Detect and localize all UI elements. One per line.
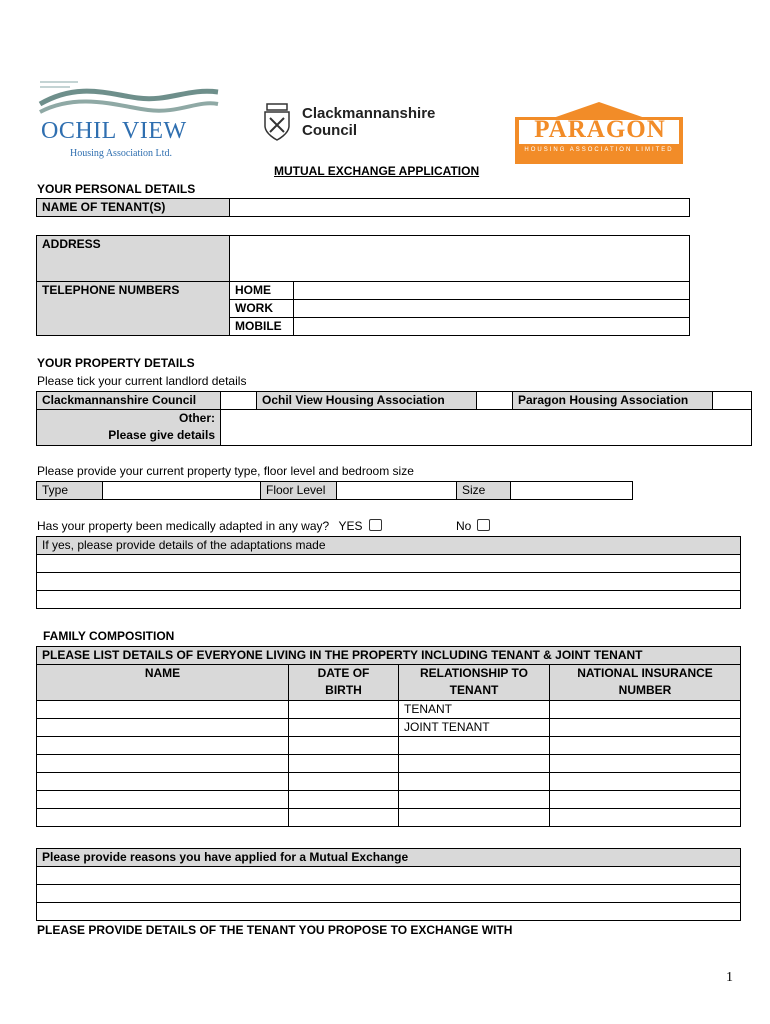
col-relationship xyxy=(399,665,550,701)
paragon-logo xyxy=(515,100,683,164)
no-option xyxy=(456,519,490,533)
other-details-text: Please give details xyxy=(108,428,215,442)
size-label: Size xyxy=(457,482,511,500)
floor-label: Floor Level xyxy=(261,482,337,500)
table-row xyxy=(37,809,741,827)
reasons-line[interactable] xyxy=(37,903,741,921)
address-label: ADDRESS xyxy=(37,236,230,282)
table-row xyxy=(37,701,741,719)
ochil-view-logo xyxy=(38,76,220,164)
landlord-ochil: Ochil View Housing Association xyxy=(257,392,477,410)
size-field[interactable] xyxy=(511,482,633,500)
adapted-question-text: Has your property been medically adapted in any way? xyxy=(37,519,330,533)
page-number: 1 xyxy=(726,970,733,985)
col-ni-line2: NUMBER xyxy=(618,683,672,697)
name-table xyxy=(36,198,690,217)
adaptations-header: If yes, please provide details of the adaptations made xyxy=(37,537,741,555)
yes-label: YES xyxy=(338,519,363,533)
adaptations-table xyxy=(36,536,741,609)
adaptations-line[interactable] xyxy=(37,555,741,573)
family-table xyxy=(36,646,741,827)
dob-cell[interactable] xyxy=(289,719,399,737)
tick-instruction: Please tick your current landlord details xyxy=(37,374,247,388)
mobile-phone-field[interactable] xyxy=(294,318,690,336)
relationship-cell: JOINT TENANT xyxy=(399,719,550,737)
family-heading: FAMILY COMPOSITION xyxy=(43,629,175,643)
other-details-field[interactable] xyxy=(221,410,752,446)
hills-icon xyxy=(38,76,220,124)
adaptations-line[interactable] xyxy=(37,573,741,591)
home-label: HOME xyxy=(230,282,294,300)
type-field[interactable] xyxy=(103,482,261,500)
paragon-sub: HOUSING ASSOCIATION LIMITED xyxy=(524,147,674,153)
table-row xyxy=(37,719,741,737)
reasons-line[interactable] xyxy=(37,867,741,885)
paragon-name: PARAGON xyxy=(534,116,666,143)
phone-label: TELEPHONE NUMBERS xyxy=(37,282,230,336)
tick-ochil-box[interactable] xyxy=(477,392,513,410)
adaptations-line[interactable] xyxy=(37,591,741,609)
name-label: NAME OF TENANT(S) xyxy=(37,199,230,217)
col-dob-line2: BIRTH xyxy=(325,683,362,697)
col-rel-line1: RELATIONSHIP TO xyxy=(419,666,528,680)
reasons-table xyxy=(36,848,741,921)
tick-clacks-box[interactable] xyxy=(221,392,257,410)
clackmannanshire-logo xyxy=(262,102,462,148)
reasons-line[interactable] xyxy=(37,885,741,903)
name-cell[interactable] xyxy=(37,701,289,719)
ni-cell[interactable] xyxy=(550,701,741,719)
ni-cell[interactable] xyxy=(550,719,741,737)
col-ni-line1: NATIONAL INSURANCE xyxy=(577,666,713,680)
work-phone-field[interactable] xyxy=(294,300,690,318)
crest-icon xyxy=(262,102,292,142)
tick-paragon-box[interactable] xyxy=(713,392,752,410)
clacks-line1: Clackmannanshire xyxy=(302,105,436,122)
col-dob-line1: DATE OF xyxy=(317,666,370,680)
ochil-logo-sub: Housing Association Ltd. xyxy=(70,148,172,159)
other-text: Other: xyxy=(179,411,215,425)
col-rel-line2: TENANT xyxy=(449,683,499,697)
name-field[interactable] xyxy=(230,199,690,217)
type-instruction: Please provide your current property type, floor level and bedroom size xyxy=(37,464,414,478)
home-phone-field[interactable] xyxy=(294,282,690,300)
yes-checkbox[interactable] xyxy=(369,519,382,531)
col-name: NAME xyxy=(37,665,289,701)
clacks-line2: Council xyxy=(302,122,357,139)
address-field[interactable] xyxy=(230,236,690,282)
personal-heading: YOUR PERSONAL DETAILS xyxy=(37,182,196,196)
page-title: MUTUAL EXCHANGE APPLICATION xyxy=(274,164,480,178)
name-cell[interactable] xyxy=(37,719,289,737)
no-label: No xyxy=(456,519,472,533)
col-ni xyxy=(550,665,741,701)
relationship-cell: TENANT xyxy=(399,701,550,719)
table-row xyxy=(37,737,741,755)
other-label xyxy=(37,410,221,446)
landlord-paragon: Paragon Housing Association xyxy=(513,392,713,410)
col-dob xyxy=(289,665,399,701)
family-instruction: PLEASE LIST DETAILS OF EVERYONE LIVING IN THE PROPERTY INCLUDING TENANT & JOINT TENANT xyxy=(37,647,741,665)
mobile-label: MOBILE xyxy=(230,318,294,336)
address-phone-table xyxy=(36,235,690,336)
landlord-table xyxy=(36,391,752,446)
type-table xyxy=(36,481,633,500)
reasons-header: Please provide reasons you have applied for a Mutual Exchange xyxy=(37,849,741,867)
adapted-question xyxy=(37,519,382,533)
table-row xyxy=(37,773,741,791)
table-row xyxy=(37,791,741,809)
no-checkbox[interactable] xyxy=(477,519,490,531)
floor-field[interactable] xyxy=(337,482,457,500)
property-heading: YOUR PROPERTY DETAILS xyxy=(37,356,195,370)
type-label: Type xyxy=(37,482,103,500)
landlord-clacks: Clackmannanshire Council xyxy=(37,392,221,410)
table-row xyxy=(37,755,741,773)
dob-cell[interactable] xyxy=(289,701,399,719)
exchange-heading: PLEASE PROVIDE DETAILS OF THE TENANT YOU PROPOSE TO EXCHANGE WITH xyxy=(37,923,513,937)
ochil-logo-name: OCHIL VIEW xyxy=(41,118,187,144)
work-label: WORK xyxy=(230,300,294,318)
